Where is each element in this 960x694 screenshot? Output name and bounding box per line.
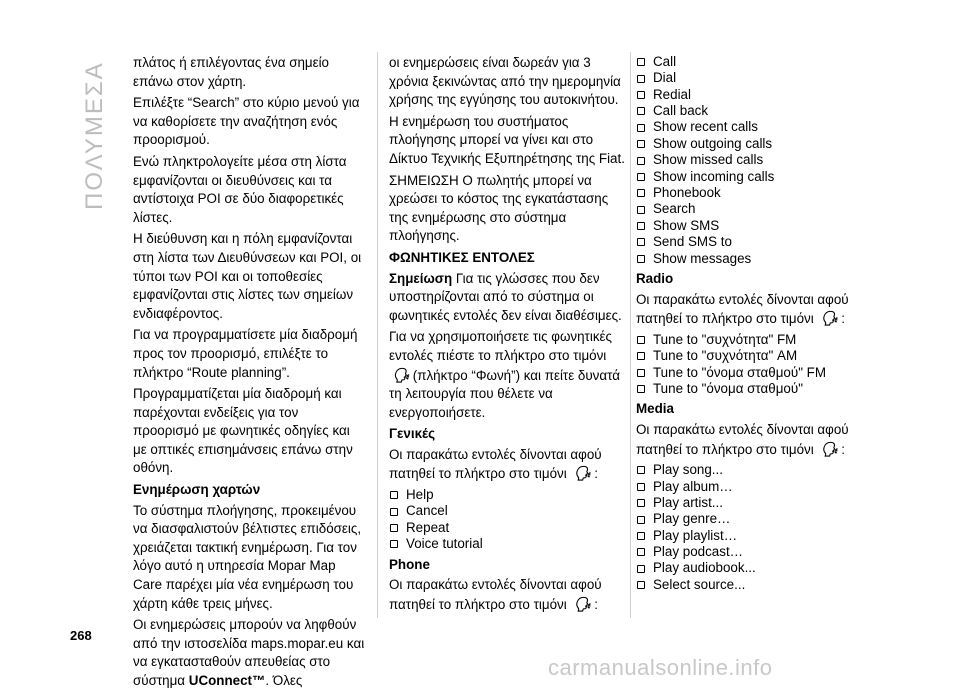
command-label: Tune to "όνομα σταθμού" FM bbox=[653, 364, 826, 380]
command-label: Call back bbox=[653, 103, 709, 119]
list-item bbox=[636, 544, 866, 560]
list-item bbox=[636, 495, 866, 511]
list-item bbox=[636, 234, 866, 250]
command-label: Repeat bbox=[406, 519, 450, 535]
column-1 bbox=[133, 54, 366, 694]
paragraph: Οι παρακάτω εντολές δίνονται αφού πατηθεί το πλήκτρο στο τιμόνι 🗣 : bbox=[636, 291, 849, 327]
command-label: Play artist... bbox=[653, 494, 723, 510]
command-label: Tune to "συχνότητα" FM bbox=[653, 331, 797, 347]
list-item bbox=[636, 348, 866, 364]
checkbox-bullet-icon bbox=[390, 491, 398, 499]
paragraph: Ενώ πληκτρολογείτε μέσα στη λίστα εμφανίζονται οι διευθύνσεις και τα αντίστοιχα POI σε δύο διαφορετικές λίστες. bbox=[133, 153, 347, 225]
command-label: Send SMS to bbox=[653, 234, 732, 250]
checkbox-bullet-icon bbox=[637, 75, 645, 83]
note-paragraph bbox=[389, 270, 629, 326]
paragraph bbox=[133, 616, 366, 690]
list-item bbox=[636, 511, 866, 527]
column-divider bbox=[630, 52, 631, 618]
paragraph: Το σύστημα πλοήγησης, προκειμένου να διασφαλιστούν βέλτιστες επιδόσεις, χρειάζεται τακτική ενημέρωση. Για τον λόγο αυτό η υπηρεσία Mopar Map Care παρέχει μία νέα ενημέρωση του χάρτη κάθε τρεις μήνες. bbox=[133, 502, 362, 611]
checkbox-bullet-icon bbox=[390, 524, 398, 532]
checkbox-bullet-icon bbox=[637, 369, 645, 377]
note-label: Σημείωση bbox=[389, 270, 453, 286]
checkbox-bullet-icon bbox=[637, 91, 645, 99]
command-label: Play genre… bbox=[653, 511, 731, 527]
checkbox-bullet-icon bbox=[637, 581, 645, 589]
list-item bbox=[389, 487, 629, 503]
paragraph-text: Οι παρακάτω εντολές δίνονται αφού πατηθεί το πλήκτρο στο τιμόνι bbox=[636, 422, 849, 457]
checkbox-bullet-icon bbox=[390, 508, 398, 516]
command-label: Show incoming calls bbox=[653, 168, 775, 184]
paragraph: οι ενημερώσεις είναι δωρεάν για 3 χρόνια ξεκινώντας από την ημερομηνία χρήσης της εγγύησης του αυτοκινήτου. bbox=[389, 55, 621, 108]
section-heading-phone: Phone bbox=[389, 556, 430, 572]
paragraph: Οι παρακάτω εντολές δίνονται αφού πατηθεί το πλήκτρο στο τιμόνι 🗣 : bbox=[636, 422, 849, 457]
command-label: Show missed calls bbox=[653, 152, 764, 168]
paragraph: ΣΗΜΕΙΩΣΗ Ο πωλητής μπορεί να χρεώσει το κόστος της εγκατάστασης της ενημέρωσης στο σύστημα πλοήγησης. bbox=[389, 172, 609, 244]
watermark: carmanualsonline.info bbox=[548, 655, 773, 680]
checkbox-bullet-icon bbox=[637, 173, 645, 181]
command-label: Play audiobook... bbox=[653, 560, 756, 576]
checkbox-bullet-icon bbox=[637, 336, 645, 344]
checkbox-bullet-icon bbox=[637, 255, 645, 263]
checkbox-bullet-icon bbox=[637, 565, 645, 573]
command-label: Cancel bbox=[406, 503, 448, 519]
list-item bbox=[389, 536, 629, 552]
command-label: Show outgoing calls bbox=[653, 135, 773, 151]
checkbox-bullet-icon bbox=[637, 157, 645, 165]
list-item bbox=[636, 577, 866, 593]
voice-button-icon: 🗣 bbox=[573, 595, 592, 612]
checkbox-bullet-icon bbox=[637, 107, 645, 115]
command-label: Play playlist… bbox=[653, 527, 738, 543]
list-item bbox=[636, 202, 866, 218]
section-heading-voice-commands: ΦΩΝΗΤΙΚΕΣ ΕΝΤΟΛΕΣ bbox=[389, 249, 535, 265]
list-item bbox=[636, 332, 866, 348]
paragraph: Προγραμματίζεται μία διαδρομή και παρέχονται ενδείξεις για τον προορισμό με φωνητικές οδηγίες και με οπτικές επισημάνσεις επάνω στην οθόνη. bbox=[133, 386, 353, 476]
column-3 bbox=[636, 54, 866, 596]
paragraph: πλάτος ή επιλέγοντας ένα σημείο επάνω στον χάρτη. bbox=[133, 55, 330, 89]
command-label: Help bbox=[406, 486, 434, 502]
command-label: Dial bbox=[653, 70, 677, 86]
list-item bbox=[636, 103, 866, 119]
checkbox-bullet-icon bbox=[637, 516, 645, 524]
media-commands-list bbox=[636, 462, 866, 593]
command-label: Call bbox=[653, 53, 677, 69]
page-number: 268 bbox=[70, 628, 92, 643]
list-item bbox=[389, 520, 629, 536]
section-heading-media: Media bbox=[636, 401, 674, 417]
list-item bbox=[636, 169, 866, 185]
radio-commands-list bbox=[636, 332, 866, 398]
checkbox-bullet-icon bbox=[390, 540, 398, 548]
paragraph-text: . Όλες bbox=[265, 673, 303, 688]
voice-button-icon: 🗣 bbox=[573, 465, 592, 482]
paragraph-text: (πλήκτρο “Φωνή”) και πείτε δυνατά τη λειτουργία που θέλετε να ενεργοποιήσετε. bbox=[389, 367, 620, 420]
section-tab: ΠΟΛΥΜΕΣΑ bbox=[81, 61, 108, 210]
list-item bbox=[636, 120, 866, 136]
command-label: Show recent calls bbox=[653, 119, 758, 135]
list-item bbox=[636, 479, 866, 495]
column-divider bbox=[377, 52, 378, 618]
checkbox-bullet-icon bbox=[637, 140, 645, 148]
command-label: Redial bbox=[653, 86, 691, 102]
section-heading-map-update: Ενημέρωση χαρτών bbox=[133, 482, 261, 498]
list-item bbox=[636, 70, 866, 86]
list-item bbox=[636, 365, 866, 381]
list-item bbox=[636, 528, 866, 544]
list-item bbox=[636, 152, 866, 168]
command-label: Tune to "συχνότητα" AM bbox=[653, 348, 798, 364]
uconnect-brand: UConnect™ bbox=[188, 673, 266, 688]
list-item bbox=[636, 54, 866, 70]
checkbox-bullet-icon bbox=[637, 548, 645, 556]
command-label: Play album… bbox=[653, 478, 733, 494]
note-text: Για τις γλώσσες που δεν υποστηρίζονται από το σύστημα οι φωνητικές εντολές δεν είναι διαθέσιμες. bbox=[389, 270, 622, 323]
list-item bbox=[636, 136, 866, 152]
paragraph: Η ενημέρωση του συστήματος πλοήγησης μπορεί να γίνει και στο Δίκτυο Τεχνικής Εξυπηρέτησης της Fiat. bbox=[389, 113, 625, 166]
checkbox-bullet-icon bbox=[637, 222, 645, 230]
paragraph bbox=[389, 328, 629, 422]
voice-button-icon: 🗣 bbox=[392, 366, 410, 383]
command-label: Phonebook bbox=[653, 185, 721, 201]
general-commands-list bbox=[389, 487, 629, 553]
phone-commands-list bbox=[636, 54, 866, 267]
paragraph: Οι παρακάτω εντολές δίνονται αφού πατηθεί το πλήκτρο στο τιμόνι 🗣 : bbox=[389, 577, 602, 612]
checkbox-bullet-icon bbox=[637, 189, 645, 197]
list-item bbox=[636, 251, 866, 267]
list-item bbox=[636, 87, 866, 103]
checkbox-bullet-icon bbox=[637, 58, 645, 66]
command-label: Show SMS bbox=[653, 217, 720, 233]
voice-button-icon: 🗣 bbox=[820, 310, 839, 327]
paragraph: Για να προγραμματίσετε μία διαδρομή προς τον προορισμό, επιλέξτε το πλήκτρο “Route planning”. bbox=[133, 327, 358, 380]
command-label: Play podcast… bbox=[653, 544, 744, 560]
paragraph: Επιλέξτε “Search” στο κύριο μενού για να καθορίσετε την αναζήτηση ενός προορισμού. bbox=[133, 95, 360, 148]
list-item bbox=[636, 185, 866, 201]
paragraph: Η διεύθυνση και η πόλη εμφανίζονται στη λίστα των Διευθύνσεων και POI, οι τύποι των POI και οι τοποθεσίες εμφανίζονται στις λίστες των σημείων ενδιαφέροντος. bbox=[133, 231, 362, 321]
command-label: Tune to "όνομα σταθμού" bbox=[653, 380, 803, 396]
command-label: Voice tutorial bbox=[406, 536, 483, 552]
command-label: Play song... bbox=[653, 462, 723, 478]
list-item bbox=[636, 218, 866, 234]
paragraph-text: Οι ενημερώσεις μπορούν να ληφθούν από την ιστοσελίδα maps.mopar.eu και να εγκατασταθούν απευθείας στο σύστημα bbox=[133, 617, 365, 688]
checkbox-bullet-icon bbox=[637, 238, 645, 246]
checkbox-bullet-icon bbox=[637, 124, 645, 132]
checkbox-bullet-icon bbox=[637, 385, 645, 393]
command-label: Search bbox=[653, 201, 696, 217]
paragraph-text: Οι παρακάτω εντολές δίνονται αφού πατηθεί το πλήκτρο στο τιμόνι bbox=[389, 577, 602, 612]
column-2 bbox=[389, 54, 629, 617]
list-item bbox=[389, 503, 629, 519]
checkbox-bullet-icon bbox=[637, 483, 645, 491]
paragraph: Οι παρακάτω εντολές δίνονται αφού πατηθεί το πλήκτρο στο τιμόνι 🗣 : bbox=[389, 446, 602, 482]
voice-button-icon: 🗣 bbox=[820, 440, 839, 457]
section-heading-radio: Radio bbox=[636, 271, 674, 287]
list-item bbox=[636, 561, 866, 577]
checkbox-bullet-icon bbox=[637, 352, 645, 360]
command-label: Select source... bbox=[653, 576, 746, 592]
list-item bbox=[636, 462, 866, 478]
checkbox-bullet-icon bbox=[637, 532, 645, 540]
paragraph-text: Για να χρησιμοποιήσετε τις φωνητικές εντολές πιέστε το πλήκτρο στο τιμόνι bbox=[389, 329, 612, 363]
paragraph-text: Οι παρακάτω εντολές δίνονται αφού πατηθεί το πλήκτρο στο τιμόνι bbox=[636, 291, 849, 327]
command-label: Show messages bbox=[653, 250, 752, 266]
list-item bbox=[636, 381, 866, 397]
checkbox-bullet-icon bbox=[637, 206, 645, 214]
checkbox-bullet-icon bbox=[637, 466, 645, 474]
checkbox-bullet-icon bbox=[637, 499, 645, 507]
section-heading-general: Γενικές bbox=[389, 426, 436, 442]
paragraph-text: Οι παρακάτω εντολές δίνονται αφού πατηθεί το πλήκτρο στο τιμόνι bbox=[389, 446, 602, 482]
